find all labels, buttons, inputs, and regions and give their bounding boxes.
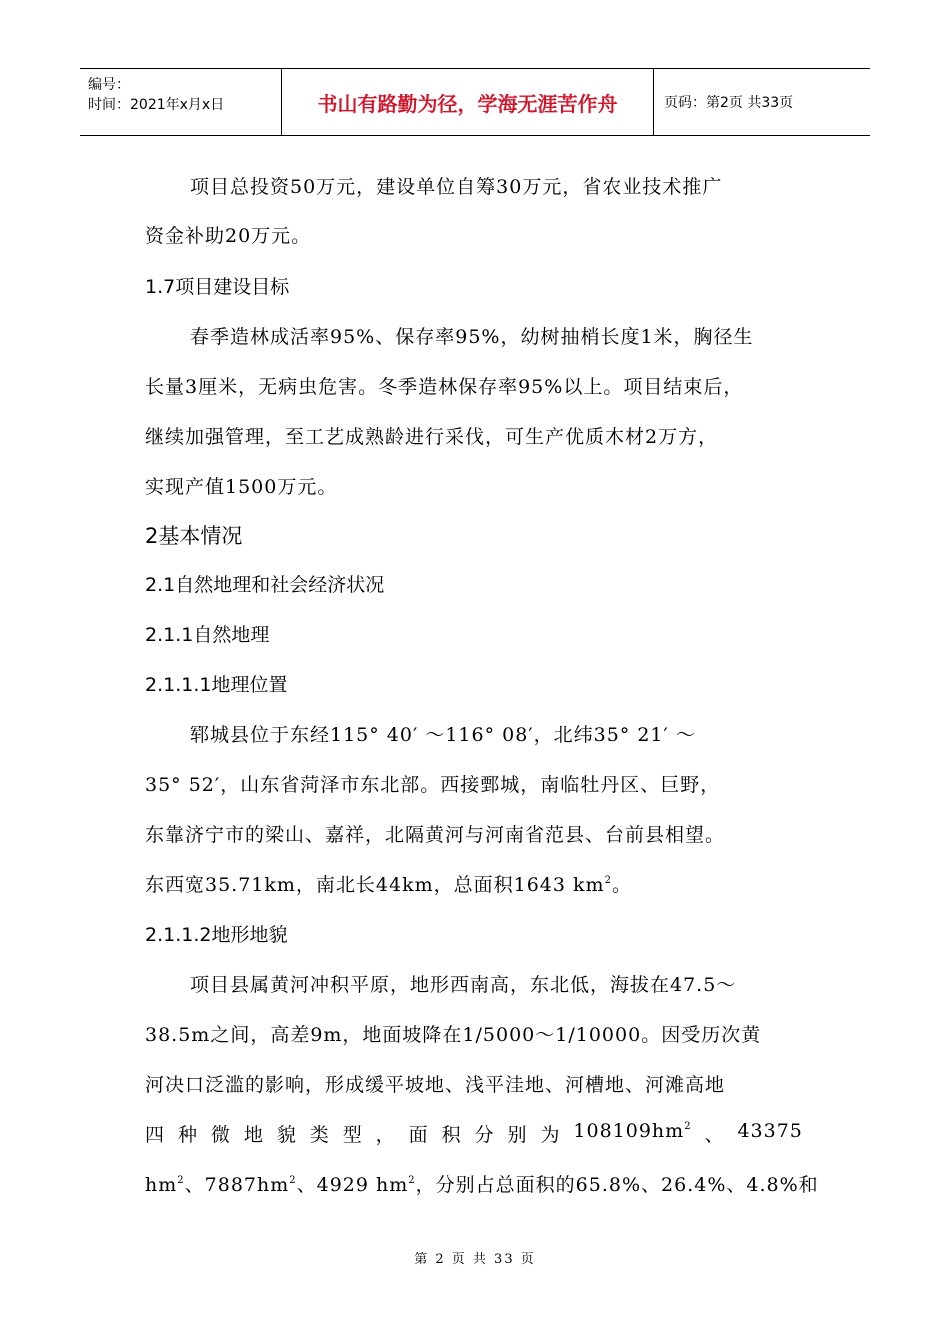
word: 种: [177, 1124, 198, 1146]
area-superscript: 2: [289, 1175, 297, 1186]
area-value-2: 43375: [737, 1120, 803, 1142]
paragraph-location-line-2: 35° 52′，山东省菏泽市东北部。西接鄄城，南临牡丹区、巨野，: [145, 774, 721, 796]
area-superscript: 2: [604, 875, 612, 886]
section-heading-2-1-1-1: 2.1.1.1地理位置: [145, 674, 288, 696]
paragraph-location-line-1: 郓城县位于东经115° 40′ ～116° 08′，北纬35° 21′ ～: [190, 724, 696, 746]
word: 貌: [276, 1124, 297, 1146]
paragraph-location-line-4: [145, 870, 810, 897]
section-heading-1-7: 1.7项目建设目标: [145, 276, 290, 298]
header-meta: [80, 69, 282, 135]
paragraph-terrain-line-1: 项目县属黄河冲积平原，地形西南高，东北低，海拔在47.5～: [190, 974, 737, 996]
paragraph-terrain-line-3: 河决口泛滥的影响，形成缓平坡地、浅平洼地、河槽地、河滩高地: [145, 1074, 726, 1096]
word: 类: [309, 1124, 330, 1146]
paragraph-terrain-line-5: [145, 1170, 819, 1197]
word: 积: [441, 1124, 462, 1146]
separator: 、: [704, 1124, 725, 1146]
document-number-label: 编号：: [88, 77, 130, 93]
word: 型: [342, 1124, 363, 1146]
area-value-text: 、7887hm: [184, 1174, 290, 1196]
percentage-text: ，分别占总面积的65.8%、26.4%、4.8%和: [415, 1174, 819, 1196]
paragraph-investment-line-2: 资金补助20万元。: [145, 225, 312, 247]
section-heading-2: 2基本情况: [145, 524, 243, 548]
location-area-end: 。: [611, 874, 632, 896]
word: 四: [145, 1124, 166, 1146]
section-heading-2-1: 2.1自然地理和社会经济状况: [145, 574, 385, 596]
document-header: [80, 68, 870, 136]
area-superscript: 2: [684, 1121, 692, 1132]
paragraph-terrain-line-4: [145, 1120, 810, 1147]
section-heading-2-1-1-2: 2.1.1.2地形地貌: [145, 924, 288, 946]
document-time-label: 时间：2021年x月x日: [88, 97, 225, 113]
paragraph-goals-line-4: 实现产值1500万元。: [145, 476, 338, 498]
area-superscript: 2: [177, 1175, 185, 1186]
paragraph-goals-line-1: 春季造林成活率95%、保存率95%，幼树抽梢长度1米，胸径生: [190, 326, 754, 348]
paragraph-location-line-3: 东靠济宁市的梁山、嘉祥，北隔黄河与河南省范县、台前县相望。: [145, 824, 726, 846]
area-value-text: 、4929 hm: [296, 1174, 409, 1196]
word: 地: [243, 1124, 264, 1146]
unit-text: hm: [145, 1174, 178, 1196]
area-superscript: 2: [408, 1175, 416, 1186]
word: 微: [210, 1124, 231, 1146]
word: 分: [474, 1124, 495, 1146]
header-page-info: 页码：第2页 共33页: [664, 95, 794, 111]
area-value-1: [573, 1120, 691, 1147]
justified-line: [145, 1120, 803, 1147]
word: ，: [375, 1124, 396, 1146]
paragraph-goals-line-3: 继续加强管理，至工艺成熟龄进行采伐，可生产优质木材2万方，: [145, 426, 719, 448]
word: 面: [408, 1124, 429, 1146]
header-motto: 书山有路勤为径，学海无涯苦作舟: [282, 69, 654, 135]
paragraph-investment-line-1: 项目总投资50万元，建设单位自筹30万元，省农业技术推广: [190, 176, 723, 198]
word: 别: [507, 1124, 528, 1146]
area-value-1-text: 108109hm: [573, 1120, 685, 1142]
paragraph-goals-line-2: 长量3厘米，无病虫危害。冬季造林保存率95%以上。项目结束后，: [145, 376, 744, 398]
word: 为: [540, 1124, 561, 1146]
location-area-text: 东西宽35.71km，南北长44km，总面积1643 km: [145, 874, 605, 896]
paragraph-terrain-line-2: 38.5m之间，高差9m，地面坡降在1/5000～1/10000。因受历次黄: [145, 1024, 762, 1046]
page-footer: 第 2 页 共 33 页: [414, 1252, 536, 1267]
section-heading-2-1-1: 2.1.1自然地理: [145, 624, 270, 646]
